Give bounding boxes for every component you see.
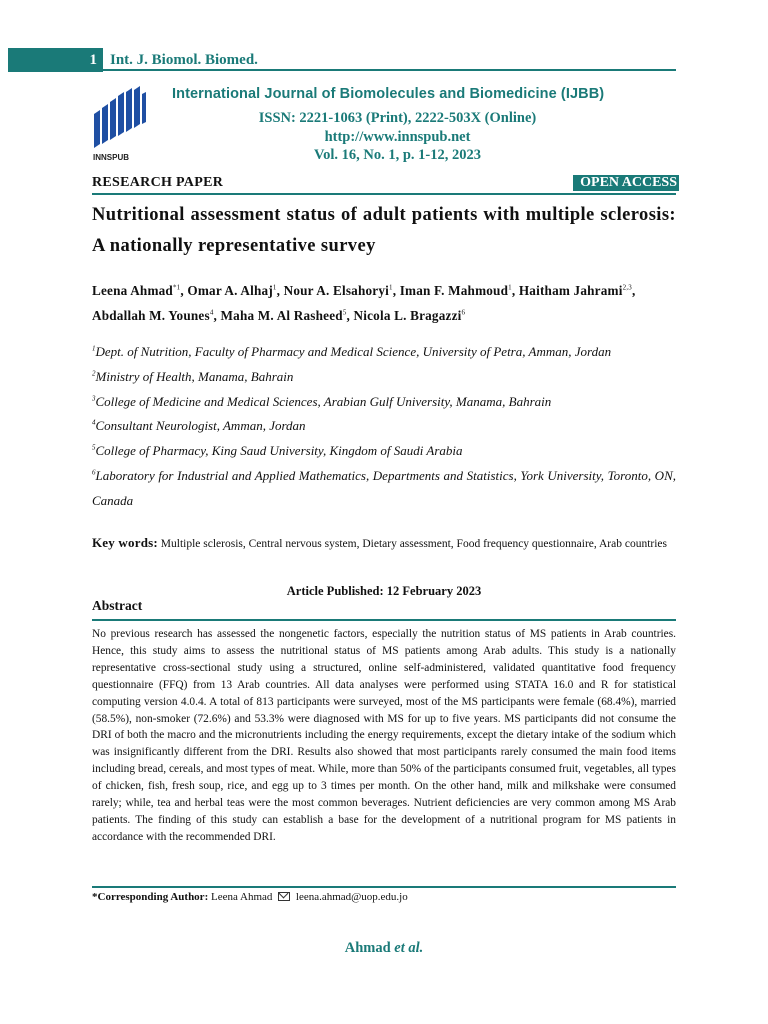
- affiliation-text: Laboratory for Industrial and Applied Mathematics, Departments and Statistics, York University, Toronto, ON, Canada: [92, 467, 676, 508]
- affiliation-mark: 2: [92, 369, 96, 378]
- envelope-icon: [278, 892, 290, 901]
- corresponding-name: Leena Ahmad: [210, 891, 273, 903]
- author: [221, 308, 347, 323]
- corresponding-email[interactable]: leena.ahmad@uop.edu.jo: [295, 891, 408, 903]
- author: [92, 308, 214, 323]
- affiliation: [92, 414, 676, 439]
- corresponding-label: *Corresponding Author:: [92, 891, 209, 903]
- author-affiliation-mark: 1: [272, 283, 277, 292]
- svg-text:INNSPUB: INNSPUB: [93, 153, 130, 162]
- affiliation-mark: 5: [92, 443, 96, 452]
- affiliation-mark: 3: [92, 394, 96, 403]
- keywords: [92, 532, 676, 555]
- abstract-top-rule: [92, 619, 676, 621]
- affiliation: [92, 365, 676, 390]
- journal-full-title: International Journal of Biomolecules and Biomedicine (IJBB): [172, 86, 605, 102]
- author: [400, 283, 512, 298]
- author-affiliation-mark: 1: [389, 283, 393, 292]
- affiliation-text: Consultant Neurologist, Amman, Jordan: [95, 418, 306, 434]
- author-name: Leena Ahmad: [92, 283, 173, 298]
- author-name: Nour A. Elsahoryi: [283, 283, 390, 298]
- innspub-logo: [92, 86, 152, 164]
- affiliation-text: Dept. of Nutrition, Faculty of Pharmacy and Medical Science, University of Petra, Amman, Jordan: [95, 344, 612, 359]
- author-name: Abdallah M. Younes: [92, 308, 210, 323]
- author-name: Maha M. Al Rasheed: [220, 308, 343, 323]
- author-name: Haitham Jahrami: [518, 283, 623, 298]
- author-affiliation-mark: 1: [508, 283, 512, 292]
- keywords-text: Multiple sclerosis, Central nervous system, Dietary assessment, Food frequency questionnaire, Arab countries: [160, 538, 668, 550]
- author-affiliation-mark: *1: [172, 283, 181, 292]
- author: [354, 308, 466, 323]
- abstract-heading: Abstract: [92, 598, 143, 613]
- abstract-bottom-rule: [92, 886, 676, 888]
- publication-date: Article Published: 12 February 2023: [286, 584, 482, 598]
- paper-title: Nutritional assessment status of adult patients with multiple sclerosis: A nationally representative survey: [92, 205, 676, 256]
- author-affiliation-mark: 2,3: [622, 283, 632, 292]
- affiliation: [92, 390, 676, 415]
- affiliation-text: College of Medicine and Medical Sciences, Arabian Gulf University, Manama, Bahrain: [95, 393, 552, 409]
- author-name: Iman F. Mahmoud: [399, 283, 509, 298]
- author: [187, 283, 276, 298]
- keywords-label: Key words:: [92, 535, 158, 550]
- page-number: 1: [89, 52, 97, 68]
- author-affiliation-mark: 6: [461, 308, 466, 317]
- journal-abbreviation: Int. J. Biomol. Biomed.: [110, 52, 258, 68]
- footer-author: Ahmad: [344, 940, 391, 956]
- affiliation-mark: 1: [92, 344, 96, 353]
- journal-url[interactable]: http://www.innspub.net: [324, 129, 471, 145]
- author-list: Leena Ahmad$^{*1}$, Omar A. Alhaj$^1$, Nour A. Elsahoryi$^1$, Iman F. Mahmoud$^1$, Haitham Jahrami$^{2,3}$, Abdallah M. Younes$^4$, Maha M. Al Rasheed$^5$, Nicola L. Bragazzi$^6$: [92, 283, 636, 323]
- author-name: Nicola L. Bragazzi: [353, 308, 462, 323]
- issn: ISSN: 2221-1063 (Print), 2222-503X (Online): [258, 110, 537, 126]
- affiliation-text: College of Pharmacy, King Saud University, Kingdom of Saudi Arabia: [95, 443, 463, 459]
- affiliation-mark: 6: [92, 468, 96, 477]
- author-affiliation-mark: 4: [209, 308, 214, 317]
- footer-etal: et al.: [394, 940, 424, 956]
- author-affiliation-mark: 5: [342, 308, 347, 317]
- running-footer: [0, 940, 768, 957]
- author: [284, 283, 393, 298]
- affiliation-text: Ministry of Health, Manama, Bahrain: [95, 368, 294, 384]
- open-access-badge: OPEN ACCESS: [573, 175, 679, 191]
- paper-type: RESEARCH PAPER: [92, 175, 224, 190]
- affiliation-mark: 4: [92, 419, 96, 428]
- volume-info: Vol. 16, No. 1, p. 1-12, 2023: [313, 147, 482, 163]
- corresponding-author: [92, 891, 408, 903]
- header-rule: [103, 69, 676, 71]
- affiliation-list: [92, 340, 676, 514]
- author-name: Omar A. Alhaj: [187, 283, 273, 298]
- author: [92, 283, 180, 298]
- affiliation: [92, 464, 676, 514]
- affiliation: [92, 340, 676, 365]
- title-rule: [92, 193, 676, 195]
- affiliation: [92, 439, 676, 464]
- abstract-body: No previous research has assessed the nongenetic factors, especially the nutrition status of MS patients in Arab countries. Hence, this study aims to assess the nutritional status of MS patients among Arab adults. This study is a nationally representative cross-sectional study using a structured, online self-administered, validated quantitative food frequency questionnaire (FFQ) from 13 Arab countries. All data analyses were performed using STATA 16.0 and R for statistical computing version 4.0.4. A total of 813 participants were surveyed, most of the MS participants were female (68.4%), married (58.5%), non-smoker (72.6%) and 53.3% were diagnosed with MS for up to five years. MS participants did not consume the DRI of both the macro and the micronutrients including the energy requirements, except the dietary intake of the sodium which was insignificantly different from the DRI. Results also showed that most participants rarely consumed the main food items including bread, cereals, and most types of meat. While, more than 50% of the participants consumed fruit, vegetables, all types of chicken, fish, fresh soup, rice, and egg up to 3 times per month. On the other hand, milk and milkshake were consumed rarely; while, tea and herbal teas were the most common beverages. Nutrient deficiencies are very common among MS Arab patients. The finding of this study can establish a base for the development of a nutritional program for MS patients in accordance with the recommended DRI.: [92, 628, 676, 843]
- author: [519, 283, 632, 298]
